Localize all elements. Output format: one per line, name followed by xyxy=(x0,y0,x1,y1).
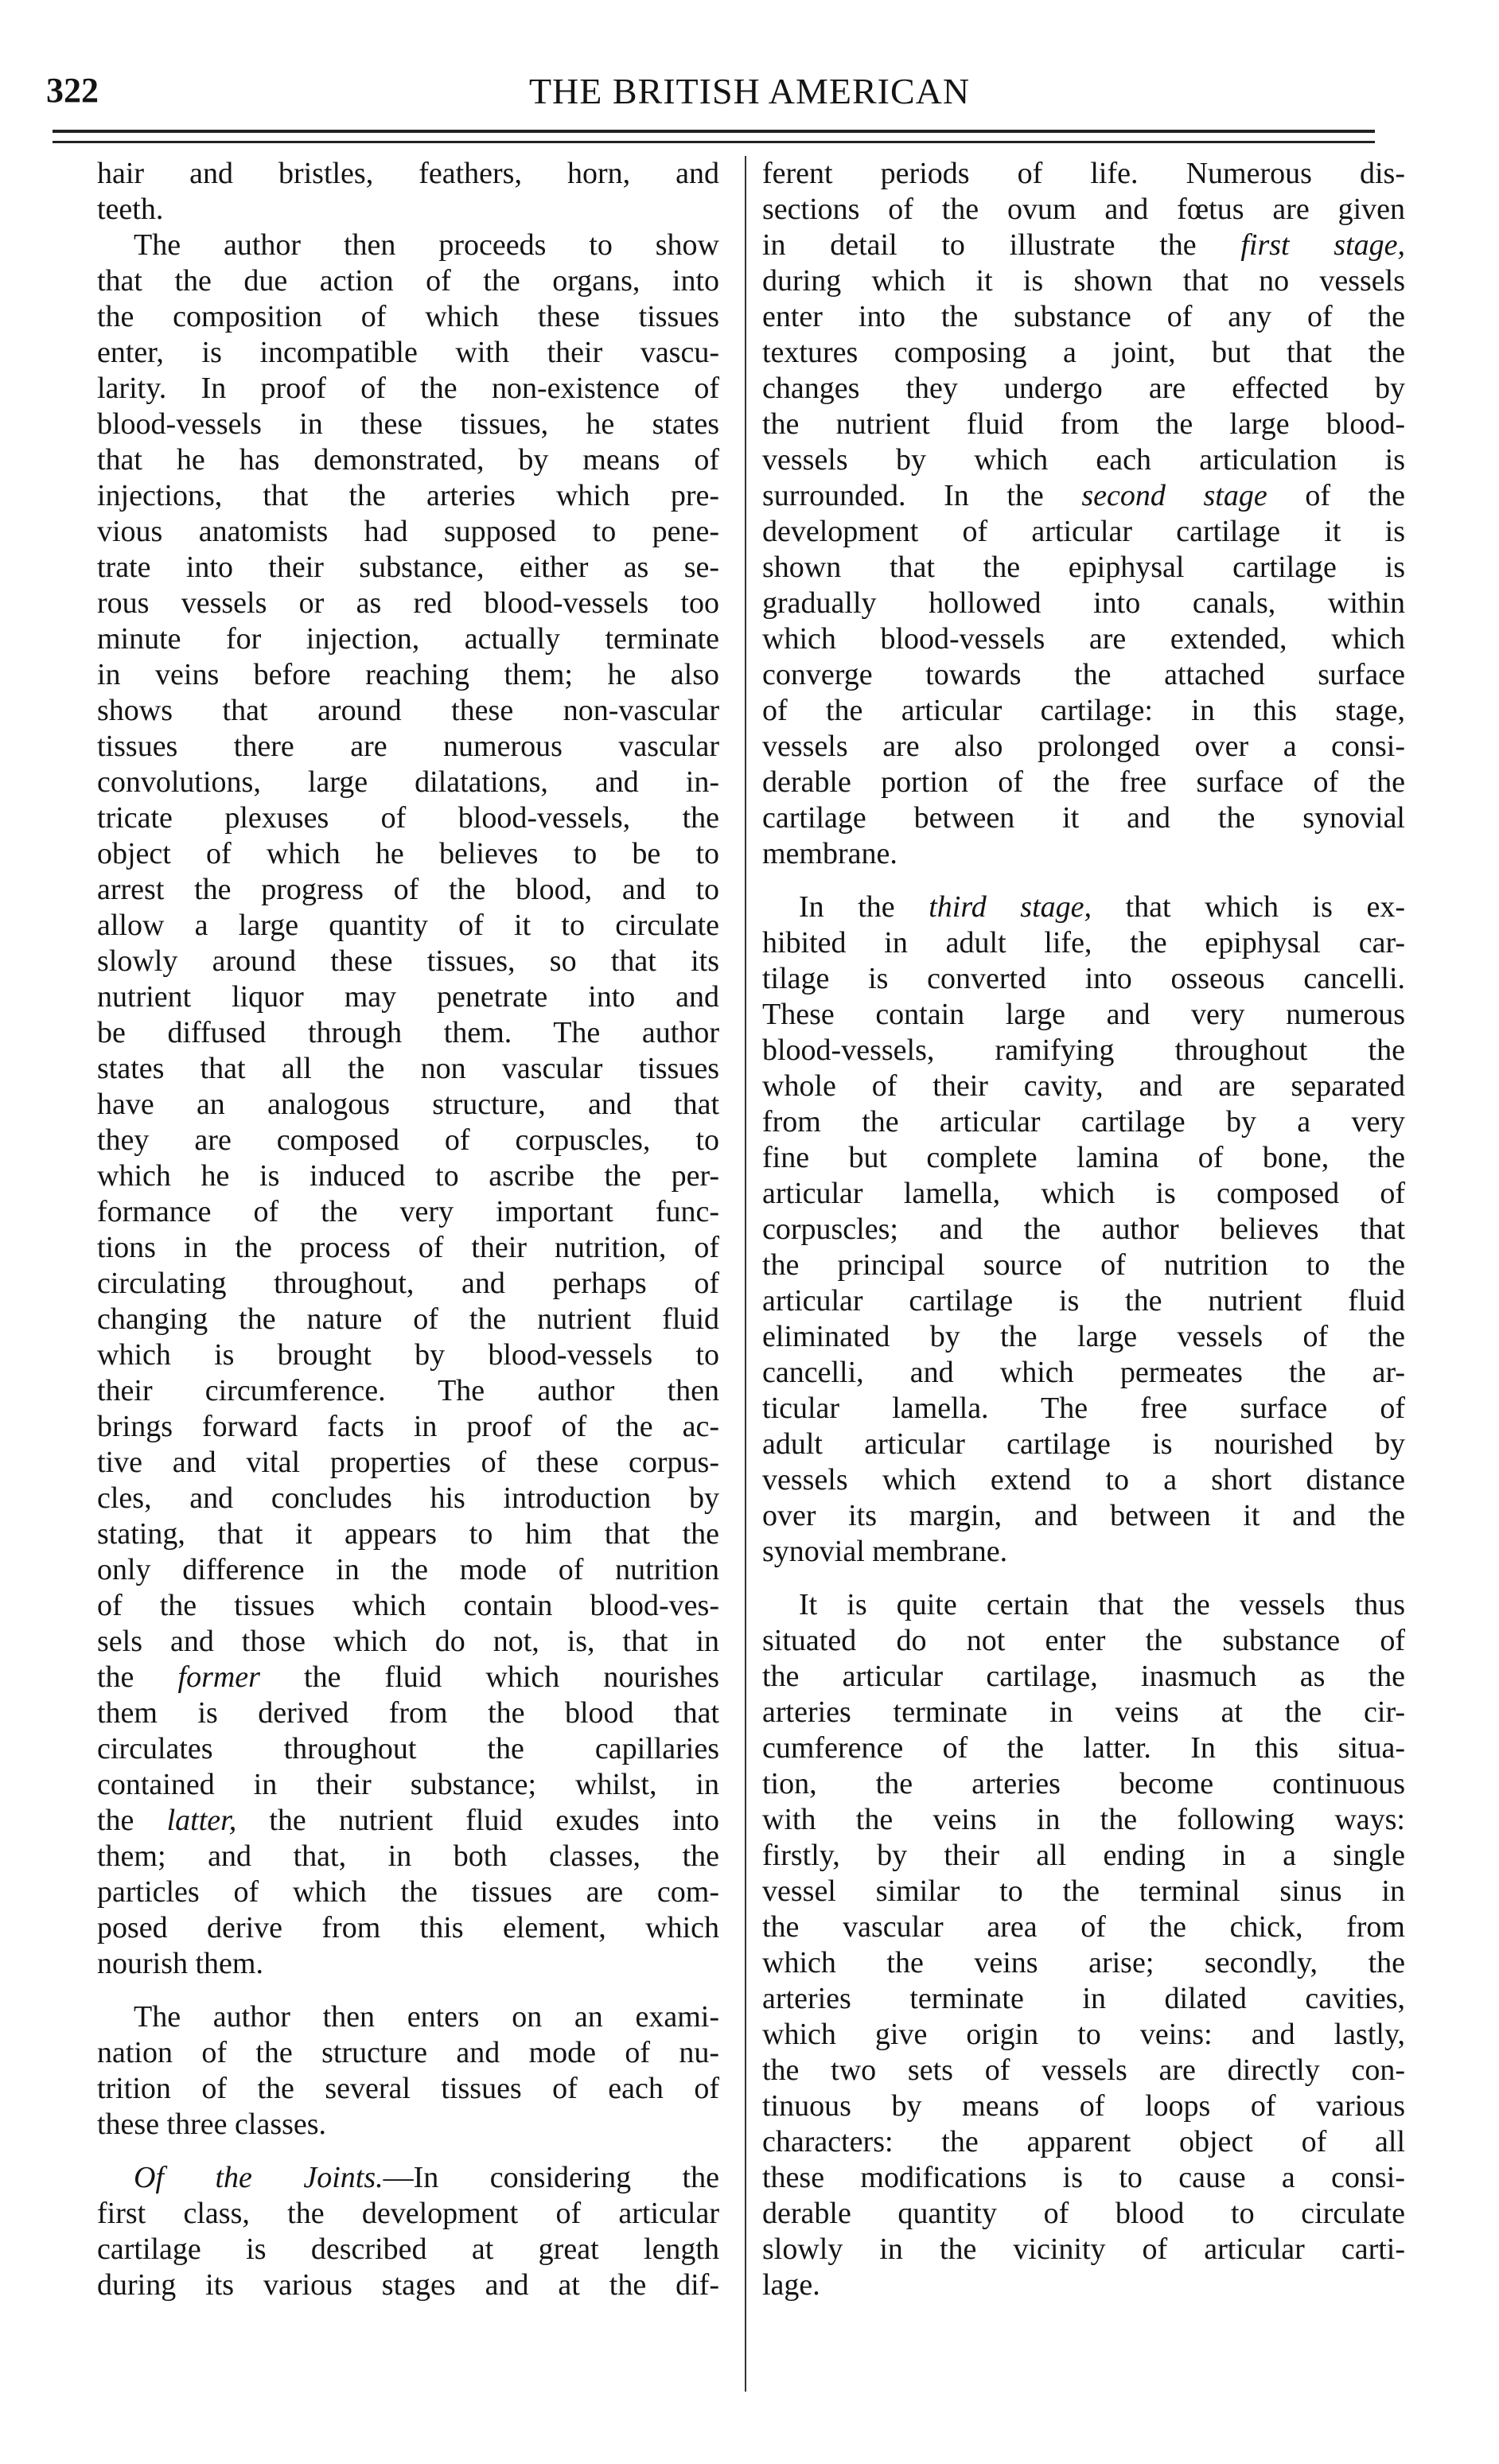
text-line: sels and those which do not, is, that in xyxy=(97,1625,719,1658)
text-line: The author then proceeds to show xyxy=(134,228,719,262)
text-line: that the due action of the organs, into xyxy=(97,264,719,298)
text-line: trition of the several tissues of each of xyxy=(97,2072,719,2105)
text-line: cumference of the latter. In this situa- xyxy=(762,1731,1405,1765)
header-rule-bottom xyxy=(53,141,1375,143)
text-line: cles, and concludes his introduction by xyxy=(97,1481,719,1515)
text-line: eliminated by the large vessels of the xyxy=(762,1320,1405,1353)
text-line: It is quite certain that the vessels thus xyxy=(799,1588,1405,1621)
text-line: the principal source of nutrition to the xyxy=(762,1248,1405,1282)
text-line: shown that the epiphysal cartilage is xyxy=(762,551,1405,584)
text-line: states that all the non vascular tissues xyxy=(97,1052,719,1085)
text-segment: the nutrient fluid exudes into xyxy=(236,1804,719,1837)
text-line: larity. In proof of the non-existence of xyxy=(97,372,719,405)
text-line: from the articular cartilage by a very xyxy=(762,1105,1405,1139)
paragraph xyxy=(97,1999,719,2143)
text-line: slowly in the vicinity of articular carti- xyxy=(762,2232,1405,2266)
text-line: nourish them. xyxy=(97,1947,263,1980)
text-line: vessels which extend to a short distance xyxy=(762,1463,1405,1497)
column-divider xyxy=(745,156,746,2392)
text-line: The author then enters on an exami- xyxy=(134,2000,719,2034)
paragraph xyxy=(97,228,719,1982)
text-line: arteries terminate in dilated cavities, xyxy=(762,1982,1405,2015)
text-line: teeth. xyxy=(97,193,164,226)
italic-text: latter, xyxy=(166,1804,237,1837)
text-line: the vascular area of the chick, from xyxy=(762,1910,1405,1944)
text-line: derable portion of the free surface of the xyxy=(762,765,1405,799)
left-column xyxy=(97,156,719,2303)
paragraph xyxy=(762,156,1405,872)
text-line: which give origin to veins: and lastly, xyxy=(762,2018,1405,2051)
text-line: situated do not enter the substance of xyxy=(762,1624,1405,1657)
text-line: minute for injection, actually terminate xyxy=(97,622,719,656)
text-line: which is brought by blood-vessels to xyxy=(97,1338,719,1372)
text-line: hibited in adult life, the epiphysal car- xyxy=(762,926,1405,960)
text-line: cartilage between it and the synovial xyxy=(762,801,1405,835)
text-line: allow a large quantity of it to circulate xyxy=(97,909,719,942)
paragraph xyxy=(762,1587,1405,2303)
text-line: sections of the ovum and fœtus are given xyxy=(762,193,1405,226)
text-line: articular lamella, which is composed of xyxy=(762,1177,1405,1210)
text-line: derable quantity of blood to circulate xyxy=(762,2197,1405,2230)
text-line: corpuscles; and the author believes that xyxy=(762,1213,1405,1246)
text-segment: that which is ex- xyxy=(1092,890,1405,924)
text-line: fine but complete lamina of bone, the xyxy=(762,1141,1405,1174)
text-line: first class, the development of articular xyxy=(97,2197,719,2230)
text-line xyxy=(97,1803,719,1839)
text-line: trate into their substance, either as se- xyxy=(97,551,719,584)
text-line: vious anatomists had supposed to pene- xyxy=(97,515,719,548)
text-segment: the fluid which nourishes xyxy=(259,1660,719,1694)
right-column xyxy=(762,156,1405,2303)
text-line: vessels by which each articulation is xyxy=(762,443,1405,477)
text-line: membrane. xyxy=(762,837,897,870)
text-line: injections, that the arteries which pre- xyxy=(97,479,719,512)
text-line: changing the nature of the nutrient fluid xyxy=(97,1302,719,1336)
text-line: the two sets of vessels are directly con- xyxy=(762,2053,1405,2087)
text-line: adult articular cartilage is nourished by xyxy=(762,1427,1405,1461)
text-segment: the xyxy=(97,1660,178,1694)
text-line xyxy=(97,2160,719,2196)
text-line xyxy=(97,1660,719,1695)
text-line: stating, that it appears to him that the xyxy=(97,1517,719,1551)
text-line: vessels are also prolonged over a consi- xyxy=(762,730,1405,763)
text-line: whole of their cavity, and are separated xyxy=(762,1069,1405,1103)
text-line xyxy=(762,889,1405,925)
text-line: convolutions, large dilatations, and in- xyxy=(97,765,719,799)
text-line: be diffused through them. The author xyxy=(97,1016,719,1049)
text-line: contained in their substance; whilst, in xyxy=(97,1768,719,1801)
text-line: nation of the structure and mode of nu- xyxy=(97,2036,719,2069)
paragraph xyxy=(97,2160,719,2303)
text-line: synovial membrane. xyxy=(762,1535,1008,1568)
text-segment: surrounded. In the xyxy=(762,479,1082,512)
text-line: blood-vessels in these tissues, he states xyxy=(97,407,719,441)
text-segment: the xyxy=(97,1804,167,1837)
text-line: enter, is incompatible with their vascu- xyxy=(97,336,719,369)
text-line: arteries terminate in veins at the cir- xyxy=(762,1695,1405,1729)
text-line: formance of the very important func- xyxy=(97,1195,719,1228)
text-line: that he has demonstrated, by means of xyxy=(97,443,719,477)
text-line: vessel similar to the terminal sinus in xyxy=(762,1874,1405,1908)
italic-text: first stage, xyxy=(1240,228,1405,262)
text-line: firstly, by their all ending in a single xyxy=(762,1839,1405,1872)
text-line: hair and bristles, feathers, horn, and xyxy=(97,157,719,190)
text-line: gradually hollowed into canals, within xyxy=(762,586,1405,620)
text-line: arrest the progress of the blood, and to xyxy=(97,873,719,906)
italic-text: second stage xyxy=(1081,479,1267,512)
text-line: object of which he believes to be to xyxy=(97,837,719,870)
text-line: them is derived from the blood that xyxy=(97,1696,719,1730)
text-line: circulates throughout the capillaries xyxy=(97,1732,719,1765)
text-line: cancelli, and which permeates the ar- xyxy=(762,1356,1405,1389)
text-line: tive and vital properties of these corpus- xyxy=(97,1446,719,1479)
text-line: tricate plexuses of blood-vessels, the xyxy=(97,801,719,835)
text-line: during which it is shown that no vessels xyxy=(762,264,1405,298)
paragraph xyxy=(762,889,1405,1570)
text-line: lage. xyxy=(762,2268,820,2302)
text-line: shows that around these non-vascular xyxy=(97,694,719,727)
text-line: slowly around these tissues, so that its xyxy=(97,944,719,978)
text-segment: in detail to illustrate the xyxy=(762,228,1241,262)
text-line: with the veins in the following ways: xyxy=(762,1803,1405,1836)
text-line: circulating throughout, and perhaps of xyxy=(97,1267,719,1300)
paragraph xyxy=(97,156,719,228)
italic-text: former xyxy=(177,1660,260,1694)
text-line: of the tissues which contain blood-ves- xyxy=(97,1589,719,1622)
text-line: posed derive from this element, which xyxy=(97,1911,719,1944)
text-line: which blood-vessels are extended, which xyxy=(762,622,1405,656)
text-line: have an analogous structure, and that xyxy=(97,1088,719,1121)
text-line: them; and that, in both classes, the xyxy=(97,1839,719,1873)
text-line: enter into the substance of any of the xyxy=(762,300,1405,333)
text-line: characters: the apparent object of all xyxy=(762,2125,1405,2158)
text-line: these three classes. xyxy=(97,2108,327,2141)
text-line: textures composing a joint, but that the xyxy=(762,336,1405,369)
text-line: development of articular cartilage it is xyxy=(762,515,1405,548)
text-line: of the articular cartilage: in this stage, xyxy=(762,694,1405,727)
text-line: tion, the arteries become continuous xyxy=(762,1767,1405,1800)
text-line: the articular cartilage, inasmuch as the xyxy=(762,1660,1405,1693)
text-line: tinuous by means of loops of various xyxy=(762,2089,1405,2123)
italic-text: third stage, xyxy=(929,890,1092,924)
page-number: 322 xyxy=(46,71,99,110)
text-line: which he is induced to ascribe the per- xyxy=(97,1159,719,1193)
text-line: which the veins arise; secondly, the xyxy=(762,1946,1405,1979)
text-line: tions in the process of their nutrition, of xyxy=(97,1231,719,1264)
text-line: their circumference. The author then xyxy=(97,1374,719,1407)
text-line: These contain large and very numerous xyxy=(762,998,1405,1031)
text-line: converge towards the attached surface xyxy=(762,658,1405,691)
text-line: they are composed of corpuscles, to xyxy=(97,1123,719,1157)
header-rule-top xyxy=(53,130,1375,133)
text-segment: In the xyxy=(799,890,929,924)
text-line: changes they undergo are effected by xyxy=(762,372,1405,405)
text-line: in veins before reaching them; he also xyxy=(97,658,719,691)
text-line: tilage is converted into osseous cancelli. xyxy=(762,962,1405,995)
text-line: nutrient liquor may penetrate into and xyxy=(97,980,719,1014)
text-line xyxy=(762,478,1405,514)
text-line: these modifications is to cause a consi- xyxy=(762,2161,1405,2194)
text-line: blood-vessels, ramifying throughout the xyxy=(762,1033,1405,1067)
running-title: THE BRITISH AMERICAN xyxy=(528,71,971,111)
text-line: during its various stages and at the dif- xyxy=(97,2268,719,2302)
text-line: the composition of which these tissues xyxy=(97,300,719,333)
text-line xyxy=(762,228,1405,263)
text-line: cartilage is described at great length xyxy=(97,2232,719,2266)
text-line: brings forward facts in proof of the ac- xyxy=(97,1410,719,1443)
text-line: ticular lamella. The free surface of xyxy=(762,1392,1405,1425)
text-line: articular cartilage is the nutrient fluid xyxy=(762,1284,1405,1318)
italic-text: Of the Joints. xyxy=(134,2161,384,2194)
text-line: over its margin, and between it and the xyxy=(762,1499,1405,1532)
text-line: ferent periods of life. Numerous dis- xyxy=(762,157,1405,190)
text-line: rous vessels or as red blood-vessels too xyxy=(97,586,719,620)
text-line: particles of which the tissues are com- xyxy=(97,1875,719,1909)
text-line: only difference in the mode of nutrition xyxy=(97,1553,719,1586)
text-line: tissues there are numerous vascular xyxy=(97,730,719,763)
text-segment: —In considering the xyxy=(383,2161,719,2194)
text-segment: of the xyxy=(1267,479,1406,512)
text-line: the nutrient fluid from the large blood- xyxy=(762,407,1405,441)
